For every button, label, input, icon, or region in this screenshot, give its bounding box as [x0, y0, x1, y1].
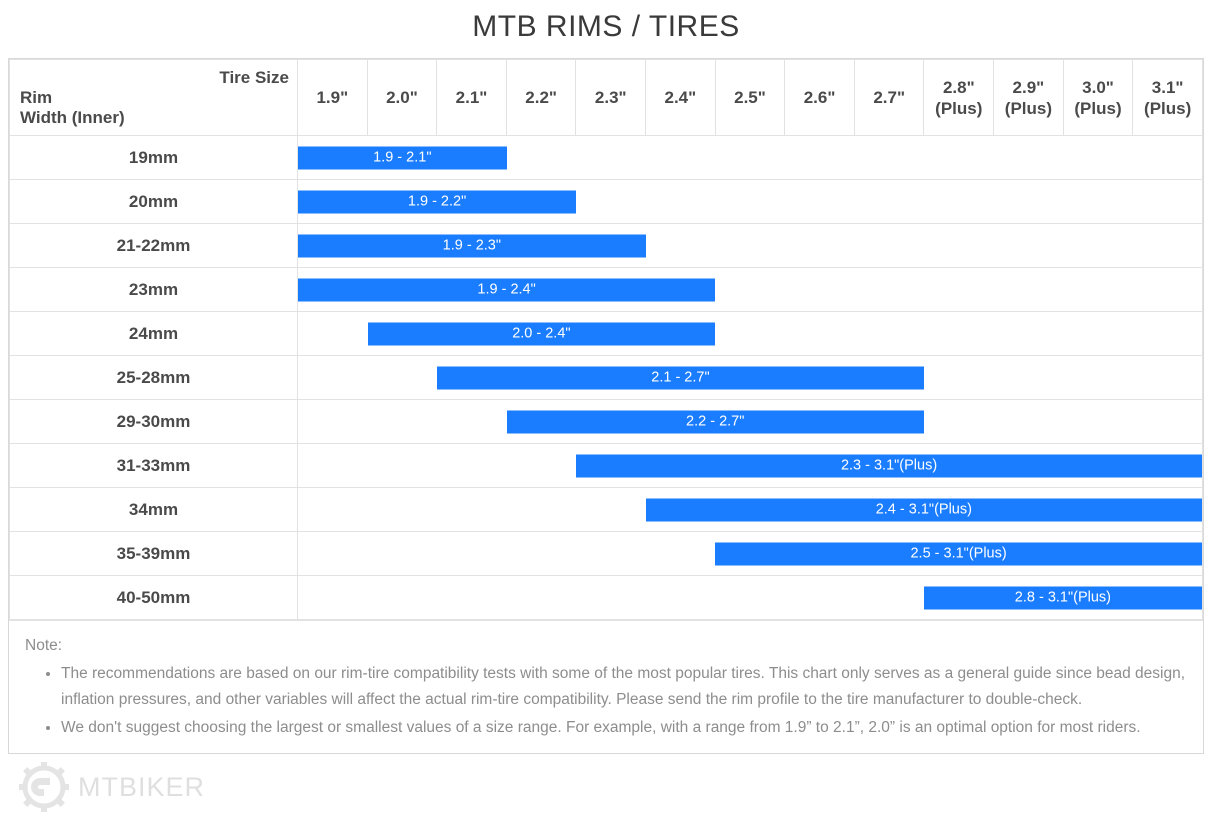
range-bar-cell: [298, 532, 1203, 576]
column-header-12: [1133, 60, 1203, 136]
range-bar-cell: [298, 180, 1203, 224]
range-bar: 2.1 - 2.7": [437, 366, 924, 389]
column-header-3: [506, 60, 576, 136]
column-header-size: 2.7": [873, 88, 906, 107]
table-row: [10, 488, 1203, 532]
rim-width-value: 40-50mm: [10, 576, 298, 620]
bar-track: [298, 532, 1202, 575]
compatibility-chart: [8, 58, 1204, 754]
column-header-6: [715, 60, 785, 136]
column-header-plus: (Plus): [935, 98, 983, 118]
table-row: [10, 268, 1203, 312]
range-bar-cell: [298, 488, 1203, 532]
chart-table: [9, 59, 1203, 620]
rim-width-value: 31-33mm: [10, 444, 298, 488]
range-bar: 2.4 - 3.1"(Plus): [646, 498, 1202, 521]
rim-width-value: 23mm: [10, 268, 298, 312]
table-row: [10, 444, 1203, 488]
column-header-size: 2.0": [386, 88, 418, 107]
table-row: [10, 312, 1203, 356]
column-header-11: [1063, 60, 1133, 136]
range-bar-cell: [298, 356, 1203, 400]
rim-width-value: 34mm: [10, 488, 298, 532]
range-bar-cell: [298, 312, 1203, 356]
rim-width-value: 35-39mm: [10, 532, 298, 576]
bar-track: [298, 576, 1202, 619]
column-header-8: [854, 60, 924, 136]
column-header-size: 1.9": [316, 88, 349, 107]
column-header-size: 2.2": [525, 88, 557, 107]
column-header-5: [646, 60, 716, 136]
table-row: [10, 136, 1203, 180]
bar-track: [298, 356, 1202, 399]
column-header-size: 2.9": [1012, 77, 1045, 97]
table-row: [10, 180, 1203, 224]
column-header-size: 3.1": [1151, 77, 1184, 97]
column-header-2: [437, 60, 507, 136]
table-row: [10, 400, 1203, 444]
range-bar-cell: [298, 136, 1203, 180]
column-header-9: [924, 60, 994, 136]
column-header-plus: (Plus): [1004, 98, 1053, 118]
column-header-plus: (Plus): [1074, 98, 1122, 118]
gear-logo-icon: [18, 761, 70, 813]
column-header-size: 2.1": [455, 88, 488, 107]
range-bar: 2.2 - 2.7": [507, 410, 924, 433]
bar-track: [298, 136, 1202, 179]
column-header-0: [298, 60, 368, 136]
rim-width-label: [20, 88, 125, 128]
table-header-row: [10, 60, 1203, 136]
rim-width-label-line1: Rim: [20, 88, 53, 107]
chart-body: [10, 136, 1203, 620]
header-corner-cell: [10, 60, 298, 136]
watermark-text: MTBIKER: [78, 771, 206, 802]
range-bar-cell: [298, 400, 1203, 444]
column-header-7: [785, 60, 855, 136]
range-bar: 2.0 - 2.4": [368, 322, 716, 345]
column-header-size: 2.8": [942, 77, 975, 97]
bar-track: [298, 400, 1202, 443]
column-header-4: [576, 60, 646, 136]
column-header-size: 2.6": [803, 88, 836, 107]
rim-width-value: 25-28mm: [10, 356, 298, 400]
table-row: [10, 224, 1203, 268]
rim-width-value: 24mm: [10, 312, 298, 356]
range-bar-cell: [298, 224, 1203, 268]
note-item: • We don't suggest choosing the largest or smallest values of a size range. For example, with a range from 1.9” to 2.1”, 2.0” is an optimal option for most riders.: [61, 715, 1187, 741]
column-header-1: [367, 60, 437, 136]
rim-width-value: 29-30mm: [10, 400, 298, 444]
range-bar-cell: [298, 268, 1203, 312]
note-item: • The recommendations are based on our rim-tire compatibility tests with some of the most popular tires. This chart only serves as a general guide since bead design, inflation pressures, and other variables will affect the actual rim-tire compatibility. Please send the rim profile to the tire manufacturer to double-check.: [61, 661, 1187, 713]
column-header-size: 2.4": [664, 88, 697, 107]
bar-track: [298, 224, 1202, 267]
column-header-size: 3.0": [1082, 77, 1114, 97]
rim-width-value: 19mm: [10, 136, 298, 180]
rim-width-value: 20mm: [10, 180, 298, 224]
table-row: [10, 532, 1203, 576]
bar-track: [298, 312, 1202, 355]
table-row: [10, 576, 1203, 620]
bar-track: [298, 488, 1202, 531]
column-header-size: 2.5": [734, 88, 766, 107]
range-bar-cell: [298, 444, 1203, 488]
bar-track: [298, 444, 1202, 487]
range-bar: 1.9 - 2.2": [298, 190, 576, 213]
range-bar: 2.5 - 3.1"(Plus): [715, 542, 1202, 565]
rim-width-value: 21-22mm: [10, 224, 298, 268]
bar-track: [298, 268, 1202, 311]
rim-width-label-line2: Width (Inner): [20, 108, 125, 127]
range-bar-cell: [298, 576, 1203, 620]
notes-list: [25, 661, 1187, 741]
column-header-size: 2.3": [594, 88, 627, 107]
watermark: [18, 761, 205, 813]
tire-size-label: Tire Size: [219, 68, 289, 87]
notes-section: [9, 620, 1203, 753]
page-title: MTB RIMS / TIRES: [472, 10, 740, 43]
notes-title: Note:: [25, 637, 63, 654]
range-bar: 1.9 - 2.4": [298, 278, 715, 301]
column-header-plus: (Plus): [1144, 98, 1192, 118]
range-bar: 2.3 - 3.1"(Plus): [576, 454, 1202, 477]
table-row: [10, 356, 1203, 400]
range-bar: 2.8 - 3.1"(Plus): [924, 586, 1202, 609]
column-header-10: [994, 60, 1064, 136]
bar-track: [298, 180, 1202, 223]
range-bar: 1.9 - 2.3": [298, 234, 646, 257]
range-bar: 1.9 - 2.1": [298, 146, 507, 169]
